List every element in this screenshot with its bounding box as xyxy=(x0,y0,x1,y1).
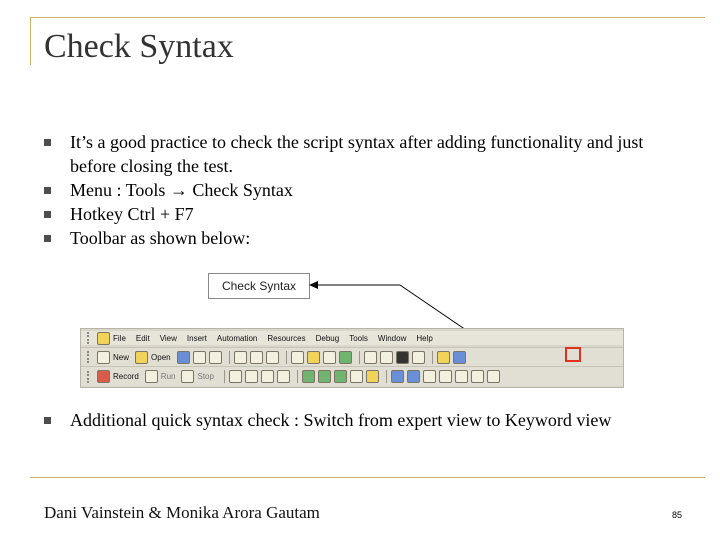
step-over-icon[interactable] xyxy=(318,370,331,383)
step-into-icon[interactable] xyxy=(302,370,315,383)
standard-toolbar xyxy=(81,347,623,366)
menu-automation[interactable]: Automation xyxy=(216,333,258,343)
check-syntax-icon[interactable] xyxy=(437,351,450,364)
toolbar-separator xyxy=(297,370,298,383)
menu-help[interactable]: Help xyxy=(416,333,433,343)
paste-icon[interactable] xyxy=(266,351,279,364)
comment-icon[interactable] xyxy=(471,370,484,383)
low-level-record-icon[interactable] xyxy=(245,370,258,383)
menu-resources[interactable]: Resources xyxy=(267,333,306,343)
menu-insert[interactable]: Insert xyxy=(186,333,207,343)
bullet-text: Hotkey Ctrl + F7 xyxy=(70,204,194,224)
object-spy-icon[interactable] xyxy=(307,351,320,364)
toolbar-screenshot xyxy=(80,328,624,388)
bullet-text: Additional quick syntax check : Switch from expert view to Keyword view xyxy=(70,410,612,430)
bullet-text: It’s a good practice to check the script syntax after adding functionality and just before closing the test. xyxy=(70,132,644,176)
watch-icon[interactable] xyxy=(366,370,379,383)
grip-handle-icon xyxy=(87,351,93,363)
indent-icon[interactable] xyxy=(487,370,500,383)
open-button[interactable] xyxy=(135,351,171,364)
menu-view[interactable]: View xyxy=(159,333,177,343)
toolbar-separator xyxy=(359,351,360,364)
toolbar-separator xyxy=(432,351,433,364)
run-icon xyxy=(145,370,158,383)
toolbar-separator xyxy=(386,370,387,383)
active-screen-icon[interactable] xyxy=(380,351,393,364)
stop-button[interactable] xyxy=(181,370,213,383)
arrow-head-icon xyxy=(309,281,318,289)
replace-icon[interactable] xyxy=(439,370,452,383)
print-preview-icon[interactable] xyxy=(209,351,222,364)
new-button[interactable] xyxy=(97,351,129,364)
menu-tools[interactable]: Tools xyxy=(349,333,368,343)
step-out-icon[interactable] xyxy=(334,370,347,383)
toolbar-separator xyxy=(286,351,287,364)
redo-icon[interactable] xyxy=(407,370,420,383)
stop-button-label: Stop xyxy=(197,372,214,381)
stop-icon xyxy=(181,370,194,383)
debug-viewer-icon[interactable] xyxy=(412,351,425,364)
automation-toolbar xyxy=(81,366,623,386)
record-button[interactable] xyxy=(97,370,139,383)
menu-edit[interactable]: Edit xyxy=(135,333,150,343)
undo-icon[interactable] xyxy=(391,370,404,383)
insert-step-icon[interactable] xyxy=(261,370,274,383)
check-syntax-callout: Check Syntax xyxy=(208,273,310,299)
menu-window[interactable]: Window xyxy=(377,333,407,343)
menu-debug[interactable]: Debug xyxy=(315,333,340,343)
data-table-icon[interactable] xyxy=(364,351,377,364)
copy-icon[interactable] xyxy=(250,351,263,364)
toolbar-separator xyxy=(224,370,225,383)
bullet-square-icon xyxy=(44,417,51,424)
new-button-label: New xyxy=(113,352,130,362)
check-syntax-highlight xyxy=(565,347,581,362)
find-icon[interactable] xyxy=(423,370,436,383)
open-folder-icon xyxy=(135,351,148,364)
grip-handle-icon xyxy=(87,332,93,344)
record-icon xyxy=(97,370,110,383)
app-icon xyxy=(97,332,110,345)
bullet-text: Menu : Tools → Check Syntax xyxy=(70,180,293,200)
menu-bar xyxy=(81,331,623,345)
cut-icon[interactable] xyxy=(234,351,247,364)
go-to-icon[interactable] xyxy=(455,370,468,383)
new-document-icon xyxy=(97,351,110,364)
open-button-label: Open xyxy=(151,352,171,362)
menu-file[interactable]: File xyxy=(113,333,126,343)
checkpoint-icon[interactable] xyxy=(339,351,352,364)
footer-author: Dani Vainstein & Monika Arora Gautam xyxy=(44,503,320,522)
bullet-item xyxy=(44,408,680,432)
object-repository-icon[interactable] xyxy=(291,351,304,364)
toolbar-separator xyxy=(229,351,230,364)
new-action-icon[interactable] xyxy=(277,370,290,383)
grip-handle-icon xyxy=(87,371,93,383)
bullet-text: Toolbar as shown below: xyxy=(70,228,251,248)
analog-record-icon[interactable] xyxy=(229,370,242,383)
run-button[interactable] xyxy=(145,370,176,383)
save-icon[interactable] xyxy=(177,351,190,364)
run-button-label: Run xyxy=(160,372,176,381)
page-title: Check Syntax xyxy=(44,28,234,65)
missing-resources-icon[interactable] xyxy=(453,351,466,364)
print-icon[interactable] xyxy=(193,351,206,364)
step-generator-icon[interactable] xyxy=(323,351,336,364)
page-number: 85 xyxy=(671,510,682,520)
record-button-label: Record xyxy=(113,372,139,381)
breakpoint-icon[interactable] xyxy=(350,370,363,383)
information-icon[interactable] xyxy=(396,351,409,364)
